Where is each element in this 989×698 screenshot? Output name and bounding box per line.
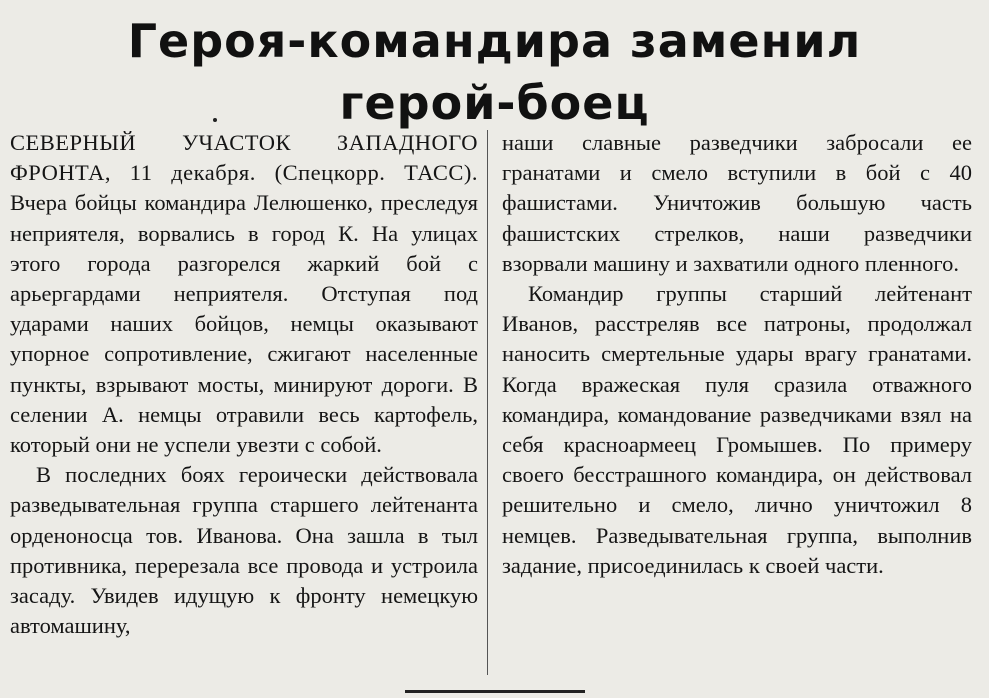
- headline-line-2: герой-боец: [339, 76, 650, 130]
- right-paragraph-1: наши славные разведчики забросали ее гранатами и смело вступили в бой с 40 фашистами. Уничтожив большую часть фашистских стрелков, наши разведчики взорвали машину и захватили одного пленного.: [502, 130, 972, 276]
- bottom-divider: [405, 690, 585, 693]
- dateline-paragraph: [10, 128, 478, 460]
- right-column: [502, 128, 972, 581]
- left-paragraph-1: Вчера бойцы командира Лелюшенко, преследуя неприятеля, ворвались в город К. На улицах этого города разгорелся жаркий бой с арьергардами неприятеля. Отступая под ударами наших бойцов, немцы оказывают упорное сопротивление, сжигают населенные пункты, взрывают мосты, минируют дороги. В селении А. немцы отравили весь картофель, который они не успели увезти с собой.: [10, 190, 478, 458]
- dateline: СЕВЕРНЫЙ УЧАСТОК ЗАПАДНОГО ФРОНТА, 11 декабря. (Спецкорр. ТАСС).: [10, 130, 478, 186]
- left-paragraph-2: В последних боях героически действовала разведывательная группа старшего лейтенанта орденоносца тов. Иванова. Она зашла в тыл противника, перерезала все провода и устроила засаду. Увидев идущую к фронту немецкую автомашину,: [10, 462, 478, 639]
- ink-dot: [213, 118, 217, 122]
- left-column: [10, 128, 478, 641]
- column-divider: [487, 130, 488, 675]
- article-headline: [0, 10, 989, 134]
- headline-line-1: Героя-командира заменил: [127, 14, 862, 68]
- right-paragraph-2: Командир группы старший лейтенант Иванов, расстреляв все патроны, продолжал наносить смертельные удары врагу гранатами. Когда вражеская пуля сразила отважного командира, командование разведчиками взял на себя красноармеец Громышев. По примеру своего бесстрашного командира, он действовал решительно и смело, лично уничтожил 8 немцев. Разведывательная группа, выполнив задание, присоединилась к своей части.: [502, 281, 972, 578]
